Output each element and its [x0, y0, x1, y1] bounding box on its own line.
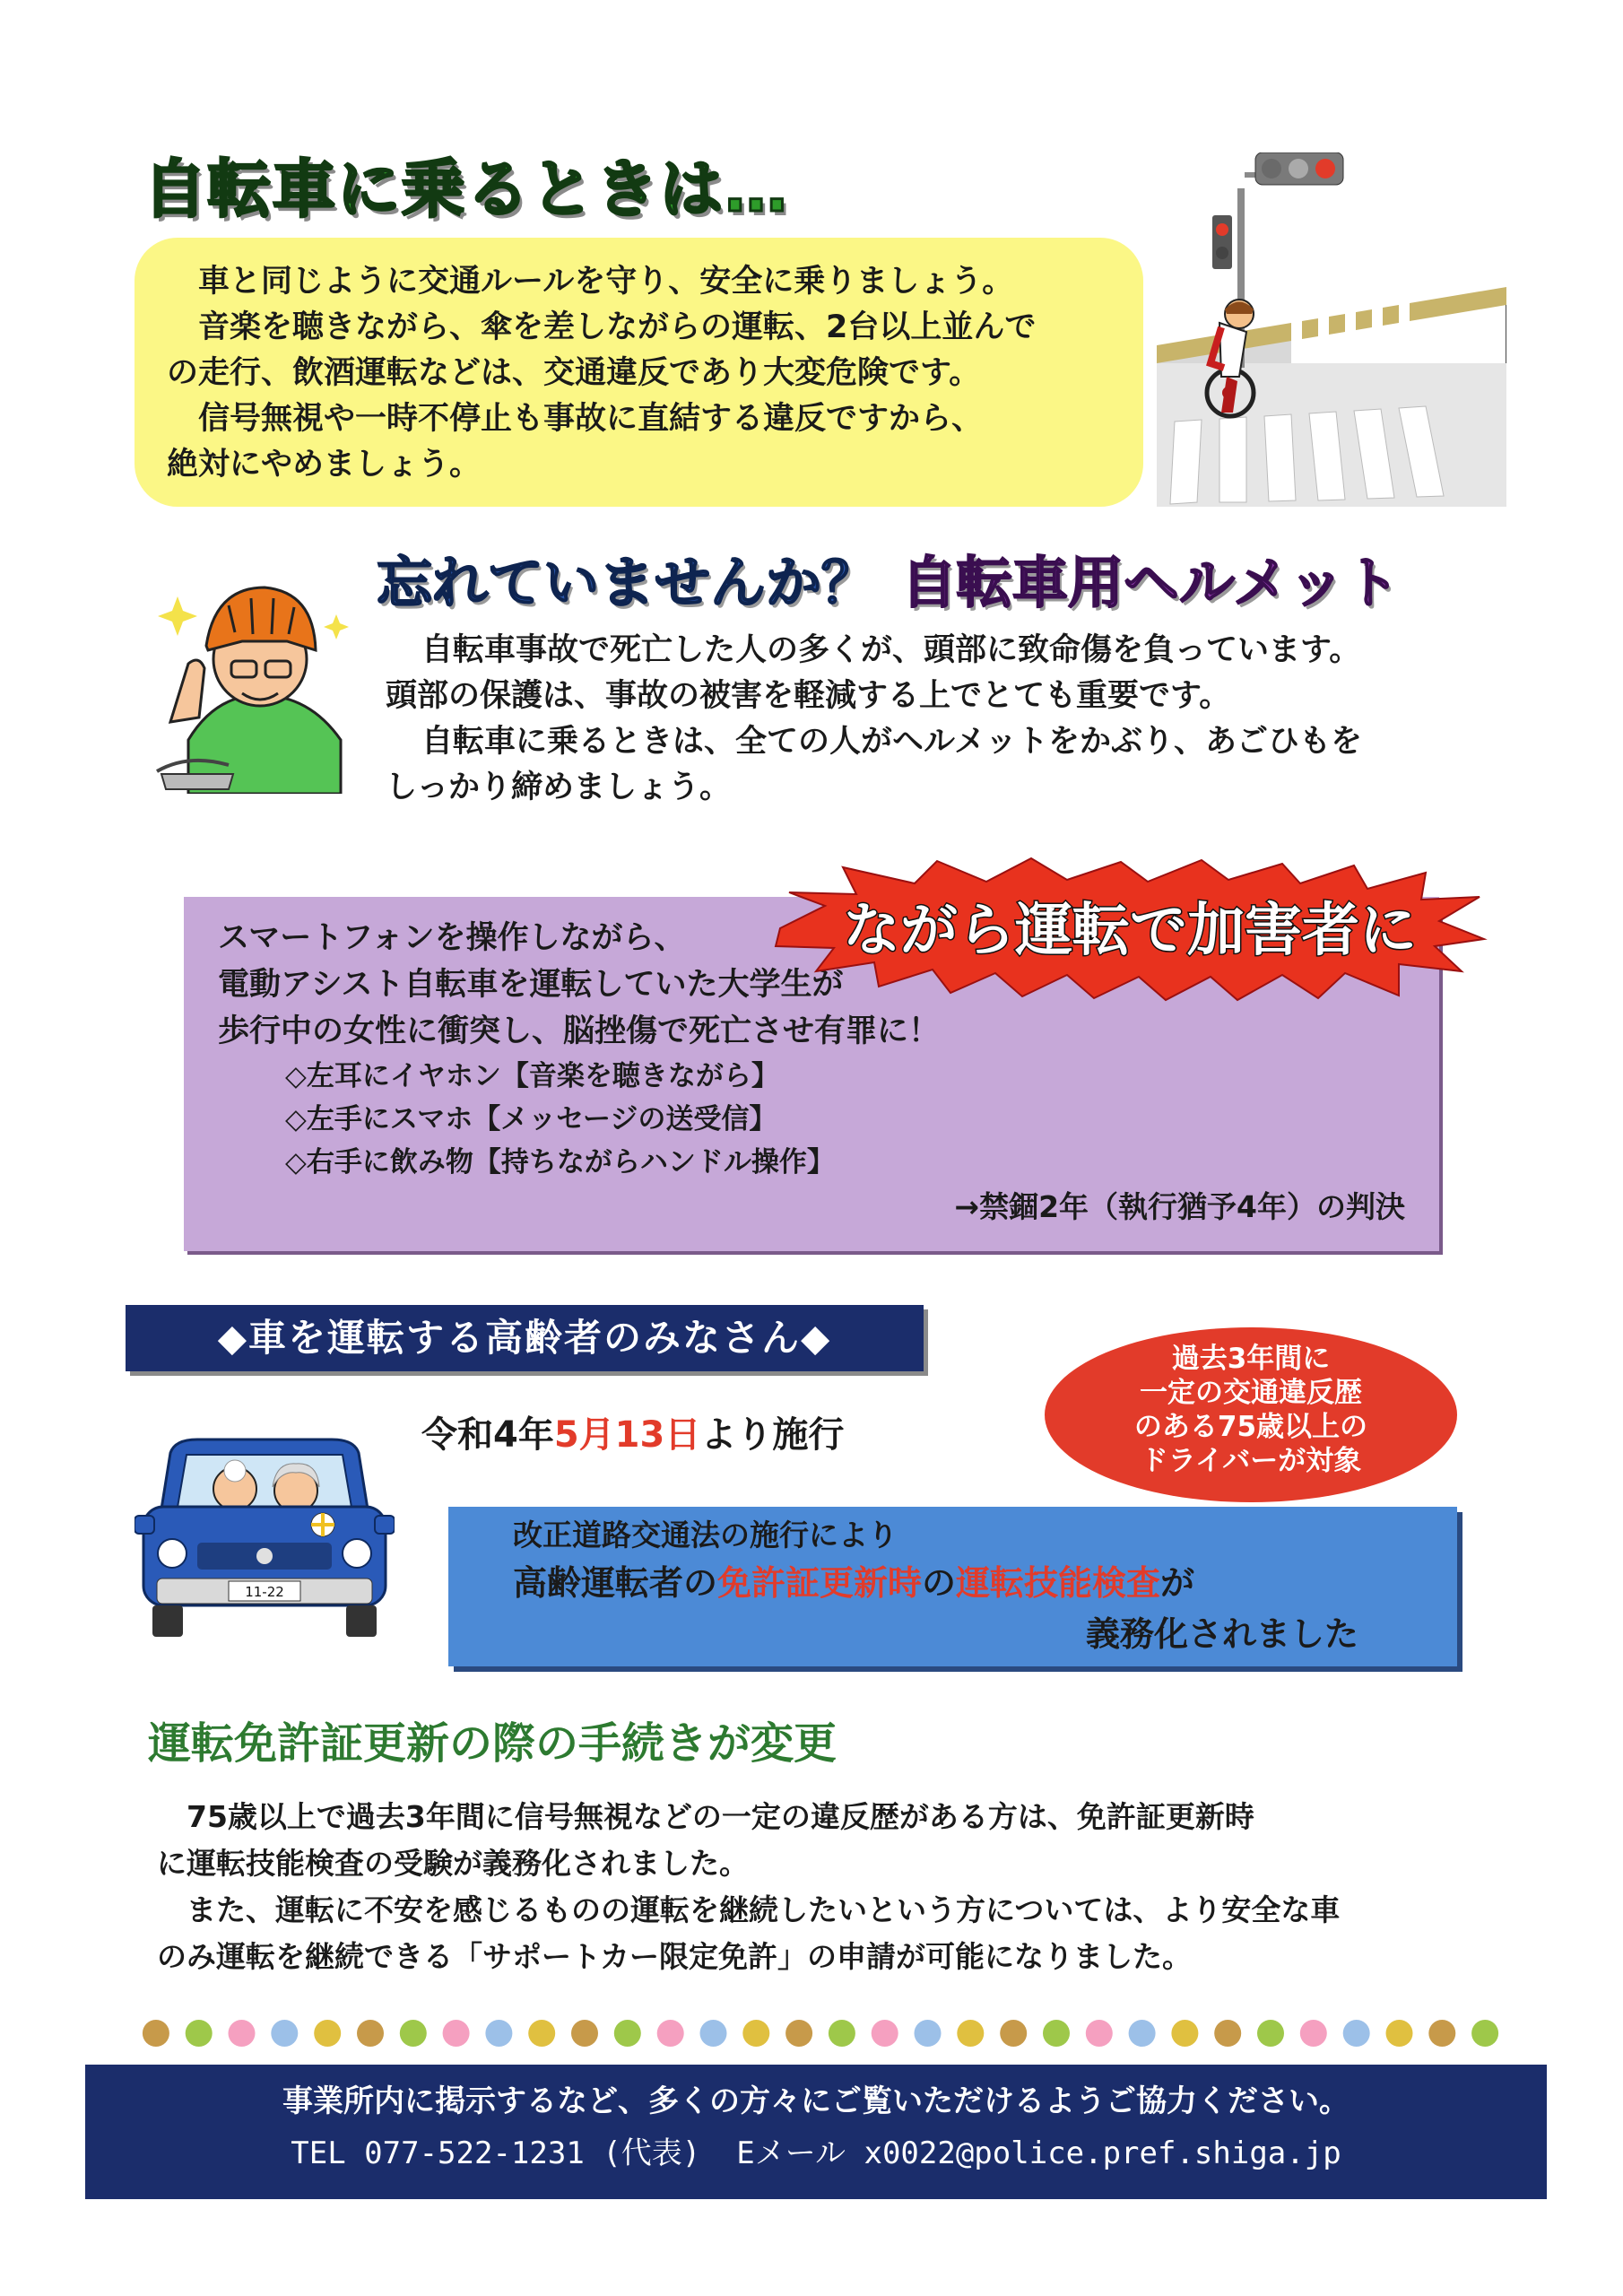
license-line: また、運転に不安を感じるものの運転を継続したいという方については、より安全な車 — [157, 1892, 1341, 1927]
case-line: 電動アシスト自転車を運転していた大学生が — [218, 967, 844, 1003]
date-suffix: より施行 — [700, 1414, 845, 1456]
target-line: のある75歳以上の — [1133, 1411, 1368, 1443]
date-highlight: 5月13日 — [553, 1414, 701, 1456]
footer-contact — [85, 2127, 1547, 2179]
footer — [85, 2065, 1547, 2199]
law-change-headline — [448, 1557, 1457, 1609]
decorative-dot — [528, 2020, 555, 2047]
bike-rules-line: の走行、飲酒運転などは、交通違反であり大変危険です。 — [167, 355, 981, 391]
decorative-dot — [657, 2020, 684, 2047]
decorative-dot — [400, 2020, 427, 2047]
license-body — [157, 1794, 1484, 1980]
decorative-dot — [229, 2020, 256, 2047]
decorative-dot — [785, 2020, 812, 2047]
decorative-dots — [135, 2015, 1506, 2051]
elderly-car-illustration — [135, 1435, 395, 1646]
helmet-body — [386, 628, 1488, 811]
bike-rules-box — [135, 238, 1143, 507]
headline-part: が — [1160, 1563, 1195, 1603]
decorative-dot — [829, 2020, 855, 2047]
decorative-dot — [700, 2020, 727, 2047]
license-line: のみ運転を継続できる「サポートカー限定免許」の申請が可能になりました。 — [157, 1939, 1193, 1974]
decorative-dot — [314, 2020, 341, 2047]
decorative-dot — [957, 2020, 984, 2047]
elderly-banner: ◆車を運転する高齢者のみなさん◆ — [126, 1305, 924, 1371]
target-circle — [1045, 1327, 1457, 1502]
target-line: 一定の交通違反歴 — [1140, 1377, 1362, 1409]
decorative-dot — [143, 2020, 169, 2047]
helmet-title-question: 忘れていませんか？ — [377, 550, 878, 615]
case-item: ◇左耳にイヤホン【音楽を聴きながら】 — [285, 1060, 779, 1092]
decorative-dot — [1043, 2020, 1070, 2047]
decorative-dot — [1214, 2020, 1241, 2047]
headline-part: 高齢運転者の — [513, 1563, 718, 1603]
license-title: 運転免許証更新の際の手続きが変更 — [148, 1718, 838, 1769]
decorative-dot — [1257, 2020, 1284, 2047]
case-line: 歩行中の女性に衝突し、脳挫傷で死亡させ有罪に！ — [218, 1013, 941, 1049]
nagara-burst-banner — [771, 857, 1488, 1004]
decorative-dot — [1386, 2020, 1413, 2047]
license-line: に運転技能検査の受験が義務化されました。 — [157, 1846, 749, 1881]
decorative-dot — [1471, 2020, 1498, 2047]
bike-rules-line: 絶対にやめましょう。 — [167, 447, 482, 483]
target-line: ドライバーが対象 — [1140, 1445, 1362, 1477]
decorative-dot — [1000, 2020, 1027, 2047]
bike-rules-line: 音楽を聴きながら、傘を差しながらの運転、2台以上並んで — [198, 309, 1037, 345]
helmet-line: 自転車事故で死亡した人の多くが、頭部に致命傷を負っています。 — [421, 632, 1361, 668]
helmet-line: 頭部の保護は、事故の被害を軽減する上でとても重要です。 — [386, 678, 1231, 714]
decorative-dot — [915, 2020, 942, 2047]
helmet-man-illustration — [152, 561, 368, 794]
decorative-dot — [1300, 2020, 1327, 2047]
headline-highlight: 免許証更新時 — [717, 1563, 923, 1603]
decorative-dot — [1129, 2020, 1156, 2047]
date-prefix: 令和4年 — [421, 1414, 554, 1456]
case-item: ◇左手にスマホ【メッセージの送受信】 — [285, 1103, 777, 1135]
footer-email: Eメール x0022@police.pref.shiga.jp — [736, 2135, 1341, 2171]
decorative-dot — [1086, 2020, 1113, 2047]
helmet-title-highlight: 自転車用ヘルメット — [901, 550, 1401, 615]
decorative-dot — [1428, 2020, 1455, 2047]
bike-rules-line: 車と同じように交通ルールを守り、安全に乗りましょう。 — [198, 264, 1014, 300]
bike-rules-title: 自転車に乗るときは… — [143, 152, 789, 226]
footer-tel: TEL 077-522-1231 (代表) — [291, 2135, 701, 2171]
headline-part: の — [922, 1563, 957, 1603]
law-change-line: 改正道路交通法の施行により — [513, 1518, 898, 1552]
decorative-dot — [485, 2020, 512, 2047]
decorative-dot — [1171, 2020, 1198, 2047]
decorative-dot — [872, 2020, 898, 2047]
bike-rules-line: 信号無視や一時不停止も事故に直結する違反ですから、 — [198, 401, 984, 437]
decorative-dot — [614, 2020, 641, 2047]
helmet-line: しっかり締めましょう。 — [386, 770, 732, 805]
law-change-conclusion: 義務化されました — [1085, 1614, 1358, 1654]
case-verdict: →禁錮2年（執行猶予4年）の判決 — [954, 1189, 1405, 1224]
license-line: 75歳以上で過去3年間に信号無視などの一定の違反歴がある方は、免許証更新時 — [157, 1799, 1254, 1834]
footer-notice: 事業所内に掲示するなど、多くの方々にご覧いただけるようご協力ください。 — [282, 2083, 1350, 2119]
law-change-box — [448, 1507, 1457, 1666]
decorative-dot — [357, 2020, 384, 2047]
target-line: 過去3年間に — [1171, 1343, 1331, 1375]
decorative-dot — [271, 2020, 298, 2047]
decorative-dot — [443, 2020, 470, 2047]
effective-date — [421, 1406, 844, 1457]
decorative-dot — [1343, 2020, 1370, 2047]
decorative-dot — [742, 2020, 769, 2047]
traffic-crossing-illustration — [1157, 152, 1506, 507]
case-item: ◇右手に飲み物【持ちながらハンドル操作】 — [285, 1146, 835, 1178]
nagara-burst-title: ながら運転で加害者に — [843, 898, 1417, 964]
case-line: スマートフォンを操作しながら、 — [218, 920, 686, 956]
decorative-dot — [186, 2020, 213, 2047]
decorative-dot — [571, 2020, 598, 2047]
helmet-line: 自転車に乗るときは、全ての人がヘルメットをかぶり、あごひもを — [421, 724, 1362, 760]
car-plate: 11-22 — [245, 1584, 284, 1600]
headline-highlight: 運転技能検査 — [956, 1563, 1161, 1603]
